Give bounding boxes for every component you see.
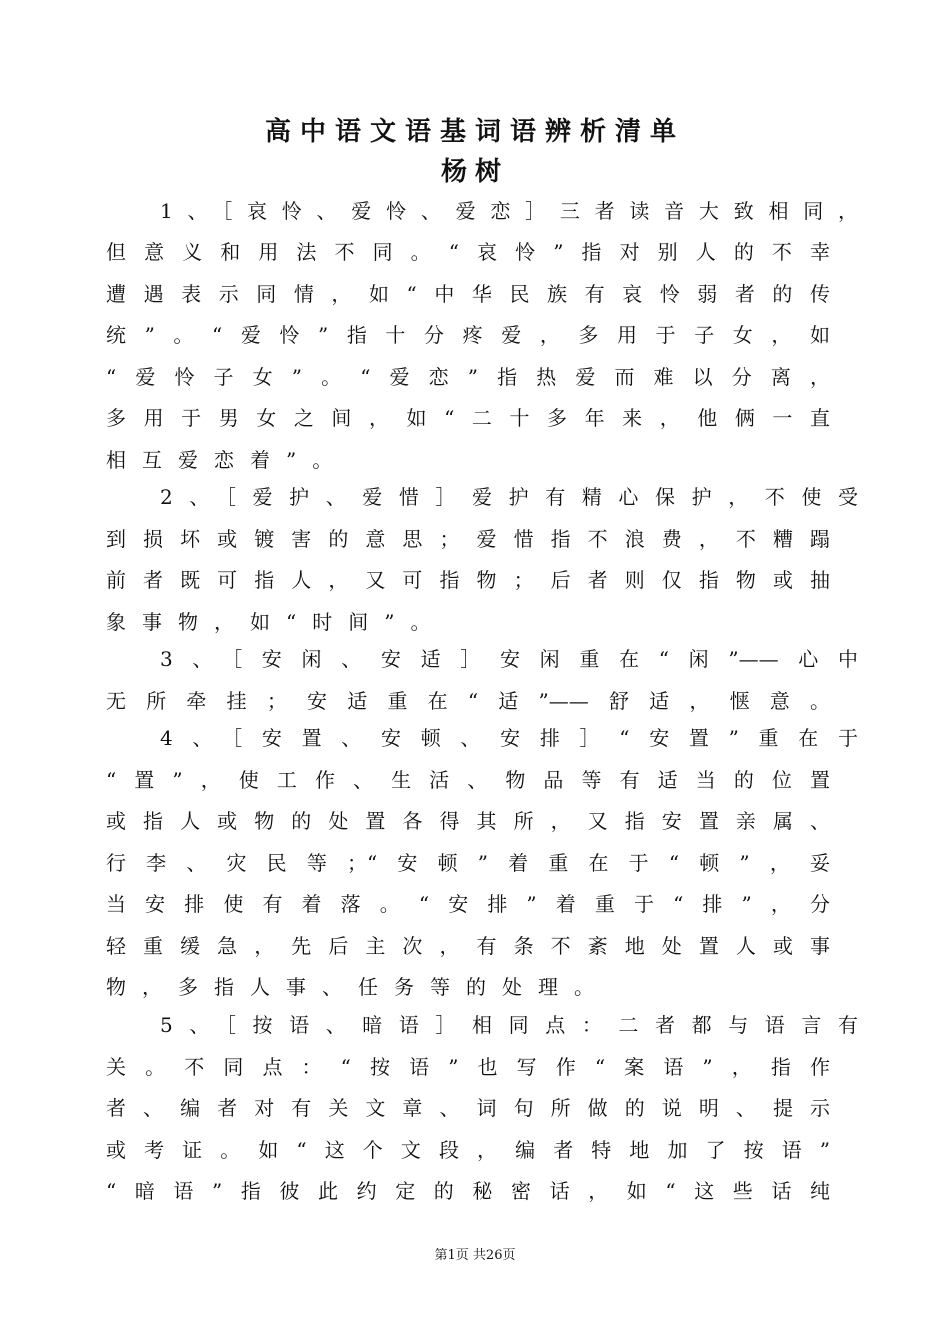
text-line: 关。不同点：“按语”也写作“案语”，指作 <box>106 1055 830 1079</box>
text-line: 多用于男女之间，如“二十多年来，他俩一直 <box>106 406 830 430</box>
text-line: “暗语”指彼此约定的秘密话，如“这些话纯 <box>106 1179 830 1203</box>
text-line: 遭遇表示同情，如“中华民族有哀怜弱者的传 <box>106 282 830 306</box>
text-line: 或指人或物的处置各得其所，又指安置亲属、 <box>106 809 830 833</box>
text-line: 1、［哀怜、爱怜、爱恋］三者读音大致相同， <box>160 199 858 223</box>
text-line: 当安排使有着落。“安排”着重于“排”，分 <box>106 892 830 916</box>
document-title: 高中语文语基词语辨析清单 <box>264 117 685 147</box>
text-line: 4、［安置、安顿、安排］“安置”重在于 <box>160 726 858 750</box>
text-line: 5、［按语、暗语］相同点：二者都与语言有 <box>160 1013 858 1037</box>
text-line: 者、编者对有关文章、词句所做的说明、提示 <box>106 1096 830 1120</box>
text-line: 物，多指人事、任务等的处理。 <box>106 975 610 999</box>
text-line: 统”。“爱怜”指十分疼爱，多用于子女，如 <box>106 323 830 347</box>
text-line: 无所牵挂；安适重在“适”——舒适，惬意。 <box>106 689 830 713</box>
text-line: 行李、灾民等；“安顿”着重在于“顿”，妥 <box>106 851 830 875</box>
page-number: 第1页 共26页 <box>434 1248 516 1263</box>
text-line: 或考证。如“这个文段，编者特地加了按语” <box>106 1138 830 1162</box>
text-line: 2、［爱护、爱惜］爱护有精心保护，不使受 <box>160 485 858 509</box>
text-line: “置”，使工作、生活、物品等有适当的位置 <box>106 768 830 792</box>
text-line: 到损坏或镀害的意思；爱惜指不浪费，不糟蹋 <box>106 527 830 551</box>
text-line: 前者既可指人，又可指物；后者则仅指物或抽 <box>106 568 830 592</box>
document-author: 杨树 <box>440 157 509 187</box>
text-line: 3、［安闲、安适］安闲重在“闲”——心中 <box>160 647 858 671</box>
text-line: 但意义和用法不同。“哀怜”指对别人的不幸 <box>106 240 830 264</box>
text-line: 象事物，如“时间”。 <box>106 610 447 634</box>
text-line: “爱怜子女”。“爱恋”指热爱而难以分离， <box>106 365 830 389</box>
text-line: 轻重缓急，先后主次，有条不紊地处置人或事 <box>106 934 830 958</box>
text-line: 相互爱恋着”。 <box>106 448 349 472</box>
